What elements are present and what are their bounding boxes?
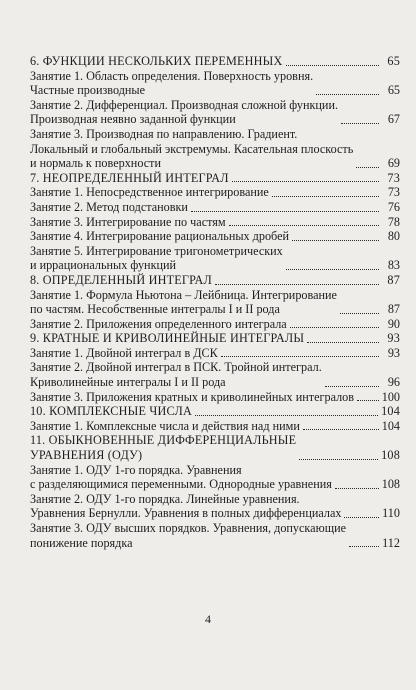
toc-entry-title: Занятие 3. Приложения кратных и криволинейных интегралов — [30, 389, 355, 404]
toc-entry-title: Занятие 2. Метод подстановки — [30, 199, 188, 214]
toc-entry-title: Занятие 3. ОДУ высших порядков. Уравнения, допускающие понижение порядка — [30, 521, 347, 550]
toc-entry-page: 73 — [387, 170, 400, 185]
toc-section-heading — [30, 54, 400, 69]
toc-entry-title: Занятие 2. ОДУ 1-го порядка. Линейные уравнения. Уравнения Бернулли. Уравнения в полных дифференциалах — [30, 491, 342, 521]
toc-entry-page: 110 — [382, 506, 400, 521]
dot-leader — [341, 123, 379, 124]
dot-leader — [349, 546, 379, 547]
toc-entry-title: Занятие 1. Область определения. Поверхность уровня. Частные производные — [30, 68, 314, 98]
dot-leader — [286, 269, 379, 270]
toc-section-heading — [30, 273, 400, 288]
dot-leader — [195, 415, 378, 416]
toc-lesson-entry — [30, 185, 400, 200]
dot-leader — [340, 313, 379, 314]
toc-lesson-entry — [30, 200, 400, 215]
toc-lesson-entry — [30, 463, 400, 492]
toc-lesson-entry — [30, 229, 400, 244]
toc-entry-page: 76 — [387, 199, 400, 214]
toc-entry-page: 69 — [387, 156, 400, 171]
toc-lesson-entry — [30, 346, 400, 361]
dot-leader — [232, 181, 379, 182]
toc-entry-page: 104 — [381, 418, 400, 433]
toc-lesson-entry — [30, 390, 400, 405]
toc-lesson-entry — [30, 244, 400, 273]
page-number: 4 — [205, 612, 211, 626]
toc-lesson-entry — [30, 419, 400, 434]
dot-leader — [357, 400, 379, 401]
toc-entry-page: 83 — [387, 258, 400, 273]
dot-leader — [335, 488, 379, 489]
toc-entry-page: 112 — [382, 535, 400, 550]
toc-section-heading — [30, 331, 400, 346]
toc-entry-page: 78 — [387, 214, 400, 229]
toc-entry-page: 80 — [387, 229, 400, 244]
dot-leader — [292, 240, 379, 241]
dot-leader — [272, 196, 379, 197]
toc-entry-title: Занятие 1. ОДУ 1-го порядка. Уравнения с разделяющимися переменными. Однородные уравнения — [30, 462, 332, 492]
dot-leader — [215, 284, 379, 285]
dot-leader — [229, 225, 379, 226]
toc-entry-title: Занятие 1. Непосредственное интегрирование — [30, 185, 269, 200]
toc-entry-title: 10. КОМПЛЕКСНЫЕ ЧИСЛА — [30, 404, 192, 419]
toc-entry-page: 108 — [381, 448, 400, 463]
toc-entry-title: Занятие 1. Формула Ньютона – Лейбница. Интегрирование по частям. Несобственные интегралы I и II рода — [30, 287, 337, 317]
toc-entry-title: Занятие 1. Двойной интеграл в ДСК — [30, 345, 218, 360]
toc-lesson-entry — [30, 215, 400, 230]
toc-entry-title: Занятие 1. Комплексные числа и действия над ними — [30, 418, 300, 433]
toc-entry-title: Занятие 2. Двойной интеграл в ПСК. Тройной интеграл. Криволинейные интегралы I и II рода — [30, 360, 322, 390]
toc-lesson-entry — [30, 360, 400, 389]
dot-leader — [307, 342, 379, 343]
toc-entry-page: 104 — [381, 404, 400, 419]
toc-entry-title: Занятие 2. Приложения определенного интеграла — [30, 316, 287, 331]
dot-leader — [286, 65, 379, 66]
dot-leader — [325, 386, 379, 387]
toc-lesson-entry — [30, 521, 400, 550]
toc-lesson-entry — [30, 127, 400, 171]
toc-entry-page: 65 — [387, 54, 400, 68]
toc-lesson-entry — [30, 69, 400, 98]
dot-leader — [316, 94, 379, 95]
dot-leader — [356, 167, 379, 168]
toc-entry-title: Занятие 5. Интегрирование тригонометрических и иррациональных функций — [30, 243, 283, 273]
toc-entry-title: 11. ОБЫКНОВЕННЫЕ ДИФФЕРЕНЦИАЛЬНЫЕ УРАВНЕНИЯ (ОДУ) — [30, 433, 297, 463]
toc-entry-title: Занятие 2. Дифференциал. Производная сложной функции. Производная неявно заданной функции — [30, 97, 339, 127]
toc-section-heading — [30, 433, 400, 462]
toc-entry-title: Занятие 4. Интегрирование рациональных дробей — [30, 229, 290, 244]
toc-entry-title: Занятие 3. Производная по направлению. Градиент. Локальный и глобальный экстремумы. Касательная плоскость и нормаль к поверхности — [30, 126, 354, 171]
toc-entry-page: 73 — [387, 185, 400, 200]
toc-entry-page: 100 — [381, 389, 400, 404]
toc-entry-title: 6. ФУНКЦИИ НЕСКОЛЬКИХ ПЕРЕМЕННЫХ — [30, 54, 283, 68]
toc-entry-page: 90 — [387, 316, 400, 331]
toc-lesson-entry — [30, 98, 400, 127]
toc-entry-page: 87 — [387, 272, 400, 287]
toc-section-heading — [30, 404, 400, 419]
table-of-contents — [30, 54, 400, 550]
toc-entry-page: 93 — [387, 331, 400, 346]
dot-leader — [299, 459, 378, 460]
dot-leader — [303, 429, 379, 430]
toc-entry-page: 93 — [387, 345, 400, 360]
toc-lesson-entry — [30, 492, 400, 521]
dot-leader — [344, 517, 379, 518]
toc-lesson-entry — [30, 317, 400, 332]
toc-entry-page: 96 — [387, 375, 400, 390]
toc-entry-page: 87 — [387, 302, 400, 317]
toc-entry-title: 7. НЕОПРЕДЕЛЕННЫЙ ИНТЕГРАЛ — [30, 170, 229, 185]
toc-entry-title: 9. КРАТНЫЕ И КРИВОЛИНЕЙНЫЕ ИНТЕГРАЛЫ — [30, 331, 305, 346]
dot-leader — [290, 327, 379, 328]
dot-leader — [191, 211, 379, 212]
toc-entry-page: 65 — [387, 83, 400, 98]
toc-entry-title: 8. ОПРЕДЕЛЕННЫЙ ИНТЕГРАЛ — [30, 272, 213, 287]
toc-entry-page: 67 — [387, 112, 400, 127]
dot-leader — [221, 356, 379, 357]
toc-section-heading — [30, 171, 400, 186]
toc-entry-page: 108 — [381, 477, 400, 492]
toc-entry-title: Занятие 3. Интегрирование по частям — [30, 214, 226, 229]
toc-lesson-entry — [30, 288, 400, 317]
